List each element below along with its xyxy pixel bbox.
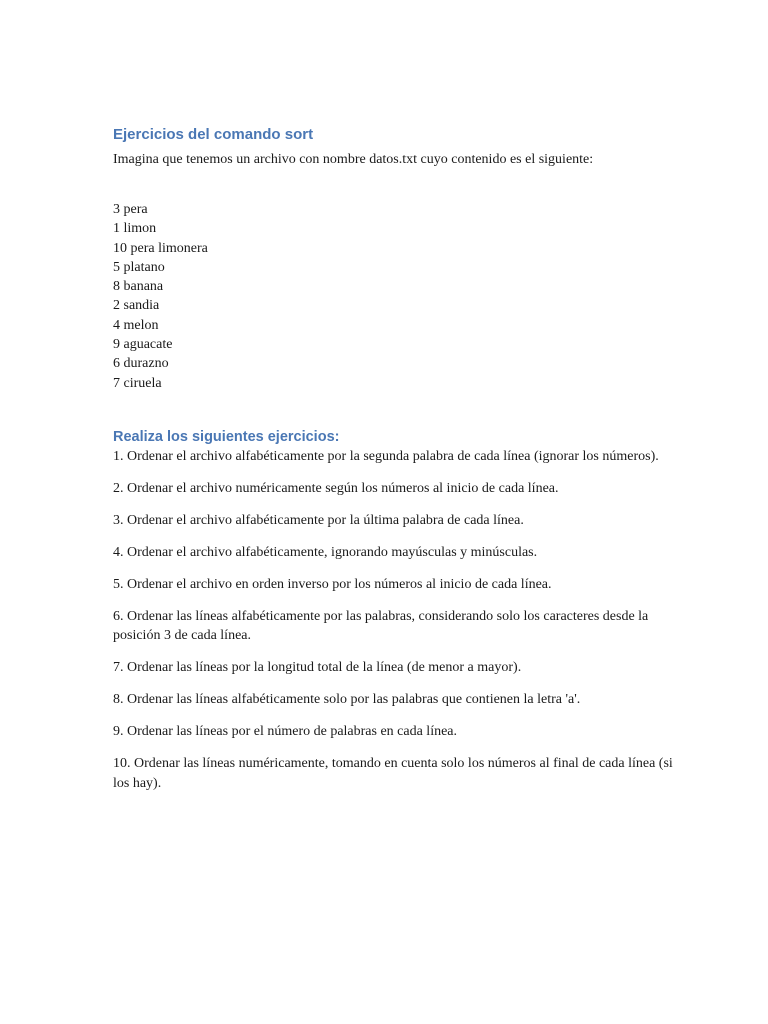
exercise-item: 9. Ordenar las líneas por el número de palabras en cada línea. — [113, 724, 458, 740]
document-title: Ejercicios del comando sort — [113, 126, 314, 143]
data-line: 9 aguacate — [113, 337, 173, 353]
data-line: 6 durazno — [113, 356, 169, 372]
exercise-item: 7. Ordenar las líneas por la longitud total de la línea (de menor a mayor). — [113, 660, 522, 676]
data-file-contents — [113, 200, 673, 393]
exercise-item: 10. Ordenar las líneas numéricamente, tomando en cuenta solo los números al final de cada línea (si los hay). — [113, 756, 673, 791]
intro-paragraph: Imagina que tenemos un archivo con nombre datos.txt cuyo contenido es el siguiente: — [113, 152, 594, 167]
exercise-item: 8. Ordenar las líneas alfabéticamente solo por las palabras que contienen la letra 'a'. — [113, 692, 581, 708]
data-line: 1 limon — [113, 221, 157, 237]
exercise-item: 4. Ordenar el archivo alfabéticamente, ignorando mayúsculas y minúsculas. — [113, 544, 538, 560]
exercise-item: 5. Ordenar el archivo en orden inverso por los números al inicio de cada línea. — [113, 576, 552, 592]
data-line: 8 banana — [113, 279, 164, 295]
exercise-item: 1. Ordenar el archivo alfabéticamente por la segunda palabra de cada línea (ignorar los números). — [113, 448, 659, 464]
exercise-item: 3. Ordenar el archivo alfabéticamente por la última palabra de cada línea. — [113, 512, 524, 528]
exercise-list — [113, 447, 673, 794]
document-page — [113, 125, 673, 806]
exercise-item: 6. Ordenar las líneas alfabéticamente por las palabras, considerando solo los caracteres desde la posición 3 de cada línea. — [113, 608, 649, 644]
data-line: 3 pera — [113, 202, 148, 217]
exercise-item: 2. Ordenar el archivo numéricamente según los números al inicio de cada línea. — [113, 480, 559, 496]
data-line: 10 pera limonera — [113, 240, 208, 256]
data-line: 4 melon — [113, 317, 159, 333]
data-line: 5 platano — [113, 259, 165, 275]
data-line: 7 ciruela — [113, 375, 162, 391]
exercises-heading: Realiza los siguientes ejercicios: — [113, 428, 340, 445]
data-line: 2 sandia — [113, 298, 160, 314]
